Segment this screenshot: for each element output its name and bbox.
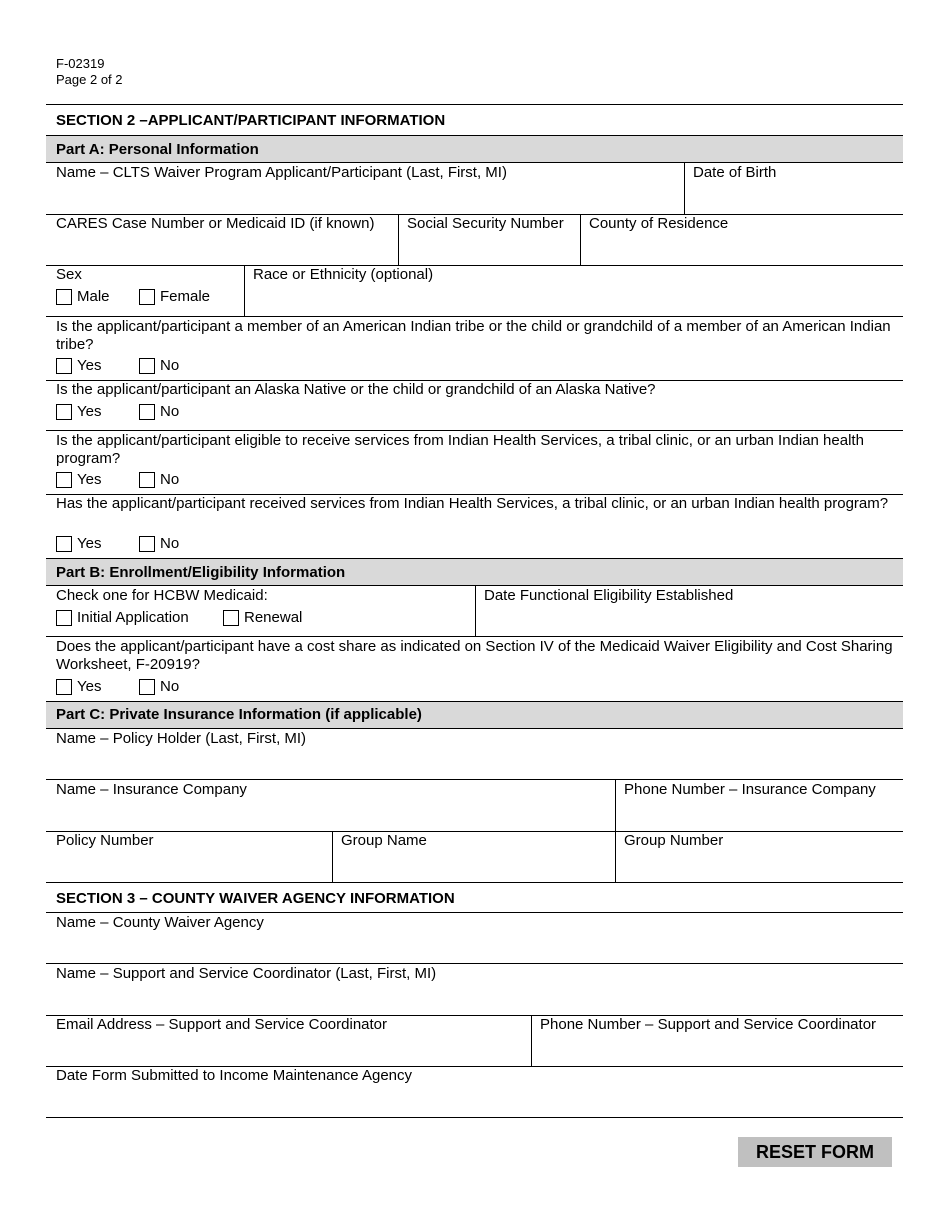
question-tribe: Is the applicant/participant a member of an American Indian tribe or the child or grandchild of a member of an American Indian tribe? bbox=[56, 318, 891, 353]
ssn-field[interactable]: Social Security Number bbox=[407, 215, 564, 232]
option-label: No bbox=[160, 403, 180, 420]
option-label: Female bbox=[160, 288, 211, 305]
insurance-company-field[interactable]: Name – Insurance Company bbox=[56, 781, 247, 798]
divider bbox=[46, 882, 903, 883]
coordinator-email-field[interactable]: Email Address – Support and Service Coordinator bbox=[56, 1016, 388, 1033]
question-cost-share: Does the applicant/participant have a cost share as indicated on Section IV of the Medicaid Waiver Eligibility and Cost Sharing Worksheet, F-20919? bbox=[56, 638, 893, 673]
race-field[interactable]: Race or Ethnicity (optional) bbox=[253, 266, 434, 283]
coordinator-name-field[interactable]: Name – Support and Service Coordinator (Last, First, MI) bbox=[56, 965, 437, 982]
divider bbox=[46, 430, 903, 431]
alaska-yes-option[interactable] bbox=[56, 403, 101, 421]
received-ihs-yes-option[interactable] bbox=[56, 535, 101, 553]
insurance-phone-field[interactable]: Phone Number – Insurance Company bbox=[624, 781, 876, 798]
renewal-option[interactable] bbox=[223, 609, 302, 627]
option-label: Yes bbox=[77, 678, 102, 695]
part-a-title: Part A: Personal Information bbox=[56, 141, 259, 158]
eligible-ihs-no-option[interactable] bbox=[139, 471, 179, 489]
cost-share-yes-option[interactable] bbox=[56, 678, 101, 696]
cost-share-no-option[interactable] bbox=[139, 678, 179, 696]
option-label: Yes bbox=[77, 535, 102, 552]
checkbox[interactable] bbox=[56, 679, 72, 695]
question-alaska: Is the applicant/participant an Alaska Native or the child or grandchild of an Alaska Native? bbox=[56, 381, 656, 398]
checkbox[interactable] bbox=[139, 404, 155, 420]
applicant-name-field[interactable]: Name – CLTS Waiver Program Applicant/Participant (Last, First, MI) bbox=[56, 164, 507, 181]
divider bbox=[46, 162, 903, 163]
divider bbox=[244, 265, 245, 316]
page-number: Page 2 of 2 bbox=[56, 72, 123, 87]
initial-application-option[interactable] bbox=[56, 609, 189, 627]
sex-label: Sex bbox=[56, 266, 82, 283]
divider bbox=[46, 135, 903, 136]
divider bbox=[46, 265, 903, 266]
divider bbox=[46, 104, 903, 105]
county-field[interactable]: County of Residence bbox=[589, 215, 729, 232]
divider bbox=[531, 1015, 532, 1066]
checkbox[interactable] bbox=[56, 610, 72, 626]
cares-case-field[interactable]: CARES Case Number or Medicaid ID (if known) bbox=[56, 215, 375, 232]
county-waiver-agency-field[interactable]: Name – County Waiver Agency bbox=[56, 914, 264, 931]
sex-male-option[interactable] bbox=[56, 288, 110, 306]
divider bbox=[46, 558, 903, 559]
divider bbox=[46, 728, 903, 729]
form-number: F-02319 bbox=[56, 56, 105, 71]
policy-holder-field[interactable]: Name – Policy Holder (Last, First, MI) bbox=[56, 730, 307, 747]
divider bbox=[46, 1117, 903, 1118]
option-label: Yes bbox=[77, 471, 102, 488]
checkbox[interactable] bbox=[139, 679, 155, 695]
checkbox[interactable] bbox=[139, 289, 155, 305]
group-name-field[interactable]: Group Name bbox=[341, 832, 427, 849]
received-ihs-no-option[interactable] bbox=[139, 535, 179, 553]
option-label: Initial Application bbox=[77, 609, 189, 626]
sex-female-option[interactable] bbox=[139, 288, 210, 306]
checkbox[interactable] bbox=[56, 289, 72, 305]
option-label: Male bbox=[77, 288, 110, 305]
date-submitted-field[interactable]: Date Form Submitted to Income Maintenance Agency bbox=[56, 1067, 413, 1084]
tribe-yes-option[interactable] bbox=[56, 357, 101, 375]
section-2-title: SECTION 2 –APPLICANT/PARTICIPANT INFORMATION bbox=[56, 112, 446, 129]
option-label: No bbox=[160, 535, 180, 552]
date-functional-eligibility-field[interactable]: Date Functional Eligibility Established bbox=[484, 587, 734, 604]
option-label: Yes bbox=[77, 403, 102, 420]
eligible-ihs-yes-option[interactable] bbox=[56, 471, 101, 489]
divider bbox=[475, 585, 476, 636]
reset-form-button[interactable]: RESET FORM bbox=[738, 1137, 892, 1167]
divider bbox=[684, 162, 685, 214]
dob-field[interactable]: Date of Birth bbox=[693, 164, 777, 181]
checkbox[interactable] bbox=[56, 472, 72, 488]
divider bbox=[398, 214, 399, 265]
question-received-ihs: Has the applicant/participant received services from Indian Health Services, a tribal clinic, or an urban Indian health program? bbox=[56, 495, 889, 512]
section-3-title: SECTION 3 – COUNTY WAIVER AGENCY INFORMATION bbox=[56, 890, 455, 907]
checkbox[interactable] bbox=[56, 404, 72, 420]
part-c-title: Part C: Private Insurance Information (if applicable) bbox=[56, 706, 422, 723]
option-label: Renewal bbox=[244, 609, 303, 626]
checkbox[interactable] bbox=[56, 358, 72, 374]
option-label: No bbox=[160, 471, 180, 488]
divider bbox=[46, 963, 903, 964]
part-b-title: Part B: Enrollment/Eligibility Information bbox=[56, 564, 346, 581]
divider bbox=[580, 214, 581, 265]
checkbox[interactable] bbox=[139, 358, 155, 374]
checkbox[interactable] bbox=[139, 536, 155, 552]
checkbox[interactable] bbox=[139, 472, 155, 488]
policy-number-field[interactable]: Policy Number bbox=[56, 832, 154, 849]
divider bbox=[46, 831, 903, 832]
divider bbox=[46, 316, 903, 317]
divider bbox=[332, 831, 333, 882]
group-number-field[interactable]: Group Number bbox=[624, 832, 724, 849]
checkbox[interactable] bbox=[56, 536, 72, 552]
hcbw-label: Check one for HCBW Medicaid: bbox=[56, 587, 268, 604]
divider bbox=[46, 701, 903, 702]
coordinator-phone-field[interactable]: Phone Number – Support and Service Coordinator bbox=[540, 1016, 877, 1033]
divider bbox=[46, 912, 903, 913]
alaska-no-option[interactable] bbox=[139, 403, 179, 421]
question-eligible-ihs: Is the applicant/participant eligible to receive services from Indian Health Services, a tribal clinic, or an urban Indian health program? bbox=[56, 432, 864, 467]
divider bbox=[46, 636, 903, 637]
divider bbox=[46, 779, 903, 780]
tribe-no-option[interactable] bbox=[139, 357, 179, 375]
option-label: No bbox=[160, 678, 180, 695]
option-label: Yes bbox=[77, 357, 102, 374]
option-label: No bbox=[160, 357, 180, 374]
checkbox[interactable] bbox=[223, 610, 239, 626]
